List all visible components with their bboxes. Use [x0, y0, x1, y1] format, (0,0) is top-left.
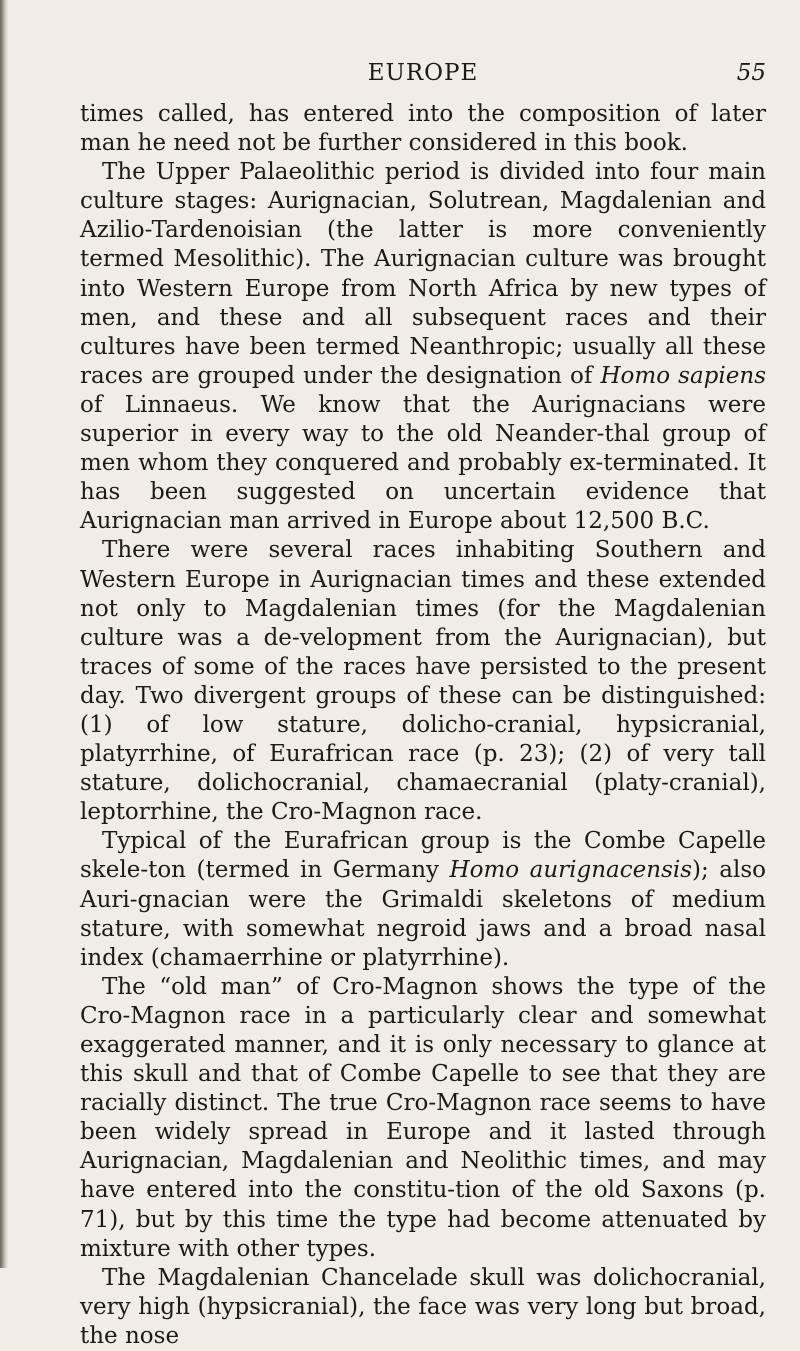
bc-abbrev: B.C.: [661, 508, 710, 535]
homo-aurignacensis-term: Homo aurignacensis: [449, 857, 693, 884]
body-text: [80, 100, 766, 1351]
paragraph-2: [80, 158, 766, 536]
paragraph-6: [80, 1264, 766, 1351]
paragraph-2-text-a: The Upper Palaeolithic period is divided into four main culture stages: Aurignacian, Solutrean, Magdalenian and Azilio-Tardenoisian (the latter is more conveniently termed Mesolithic). The Aurignacian culture was brought into Western Europe from North Africa by new types of men, and these and all subsequent races and their cultures have been termed Neanthropic; usually all these races are grouped under the designation of: [80, 159, 766, 389]
page-number: 55: [736, 60, 766, 86]
paragraph-1-text: times called, has entered into the composition of later man he need not be further considered in this book.: [80, 101, 766, 157]
paragraph-5-text: The “old man” of Cro-Magnon shows the type of the Cro-Magnon race in a particularly clear and somewhat exaggerated manner, and it is only necessary to glance at this skull and that of Combe Capelle to see that they are racially distinct. The true Cro-Magnon race seems to have been widely spread in Europe and it lasted through Aurignacian, Magdalenian and Neolithic times, and may have entered into the constitu-tion of the old Saxons (p. 71), but by this time the type had become attenuated by mixture with other types.: [80, 973, 766, 1262]
paragraph-4: [80, 827, 766, 972]
paragraph-1: [80, 100, 766, 158]
paragraph-5: [80, 973, 766, 1264]
paragraph-4-text-b: ); also Auri-gnacian were the Grimaldi skeletons of medium stature, with somewhat negroid jaws and a broad nasal index (chamaerrhine or platyrrhine).: [80, 857, 766, 971]
paragraph-2-text-b: of Linnaeus. We know that the Aurignacians were superior in every way to the old Neander-thal group of men whom they conquered and probably ex-terminated. It has been suggested on uncertain evidence that Aurignacian man arrived in Europe about 12,500: [80, 391, 766, 535]
paragraph-3: [80, 536, 766, 827]
paragraph-3-text: There were several races inhabiting Southern and Western Europe in Aurignacian times and these extended not only to Magdalenian times (for the Magdalenian culture was a de-velopment from the Aurignacian), but traces of some of the races have persisted to the present day. Two divergent groups of these can be distinguished: (1) of low stature, dolicho-cranial, hypsicranial, platyrrhine, of Eurafrican race (p. 23); (2) of very tall stature, dolichocranial, chamaecranial (platy-cranial), leptorrhine, the Cro-Magnon race.: [80, 537, 766, 826]
homo-sapiens-term: Homo sapiens: [600, 362, 766, 389]
running-head: EUROPE: [367, 60, 479, 86]
paragraph-4-text-a: Typical of the Eurafrican group is the Combe Capelle skele-ton (termed in Germany: [80, 828, 766, 884]
paragraph-6-text: The Magdalenian Chancelade skull was dolichocranial, very high (hypsicranial), the face was very long but broad, the nose: [80, 1264, 766, 1349]
page-binding-edge: [0, 0, 8, 1268]
page-header: [80, 60, 766, 96]
